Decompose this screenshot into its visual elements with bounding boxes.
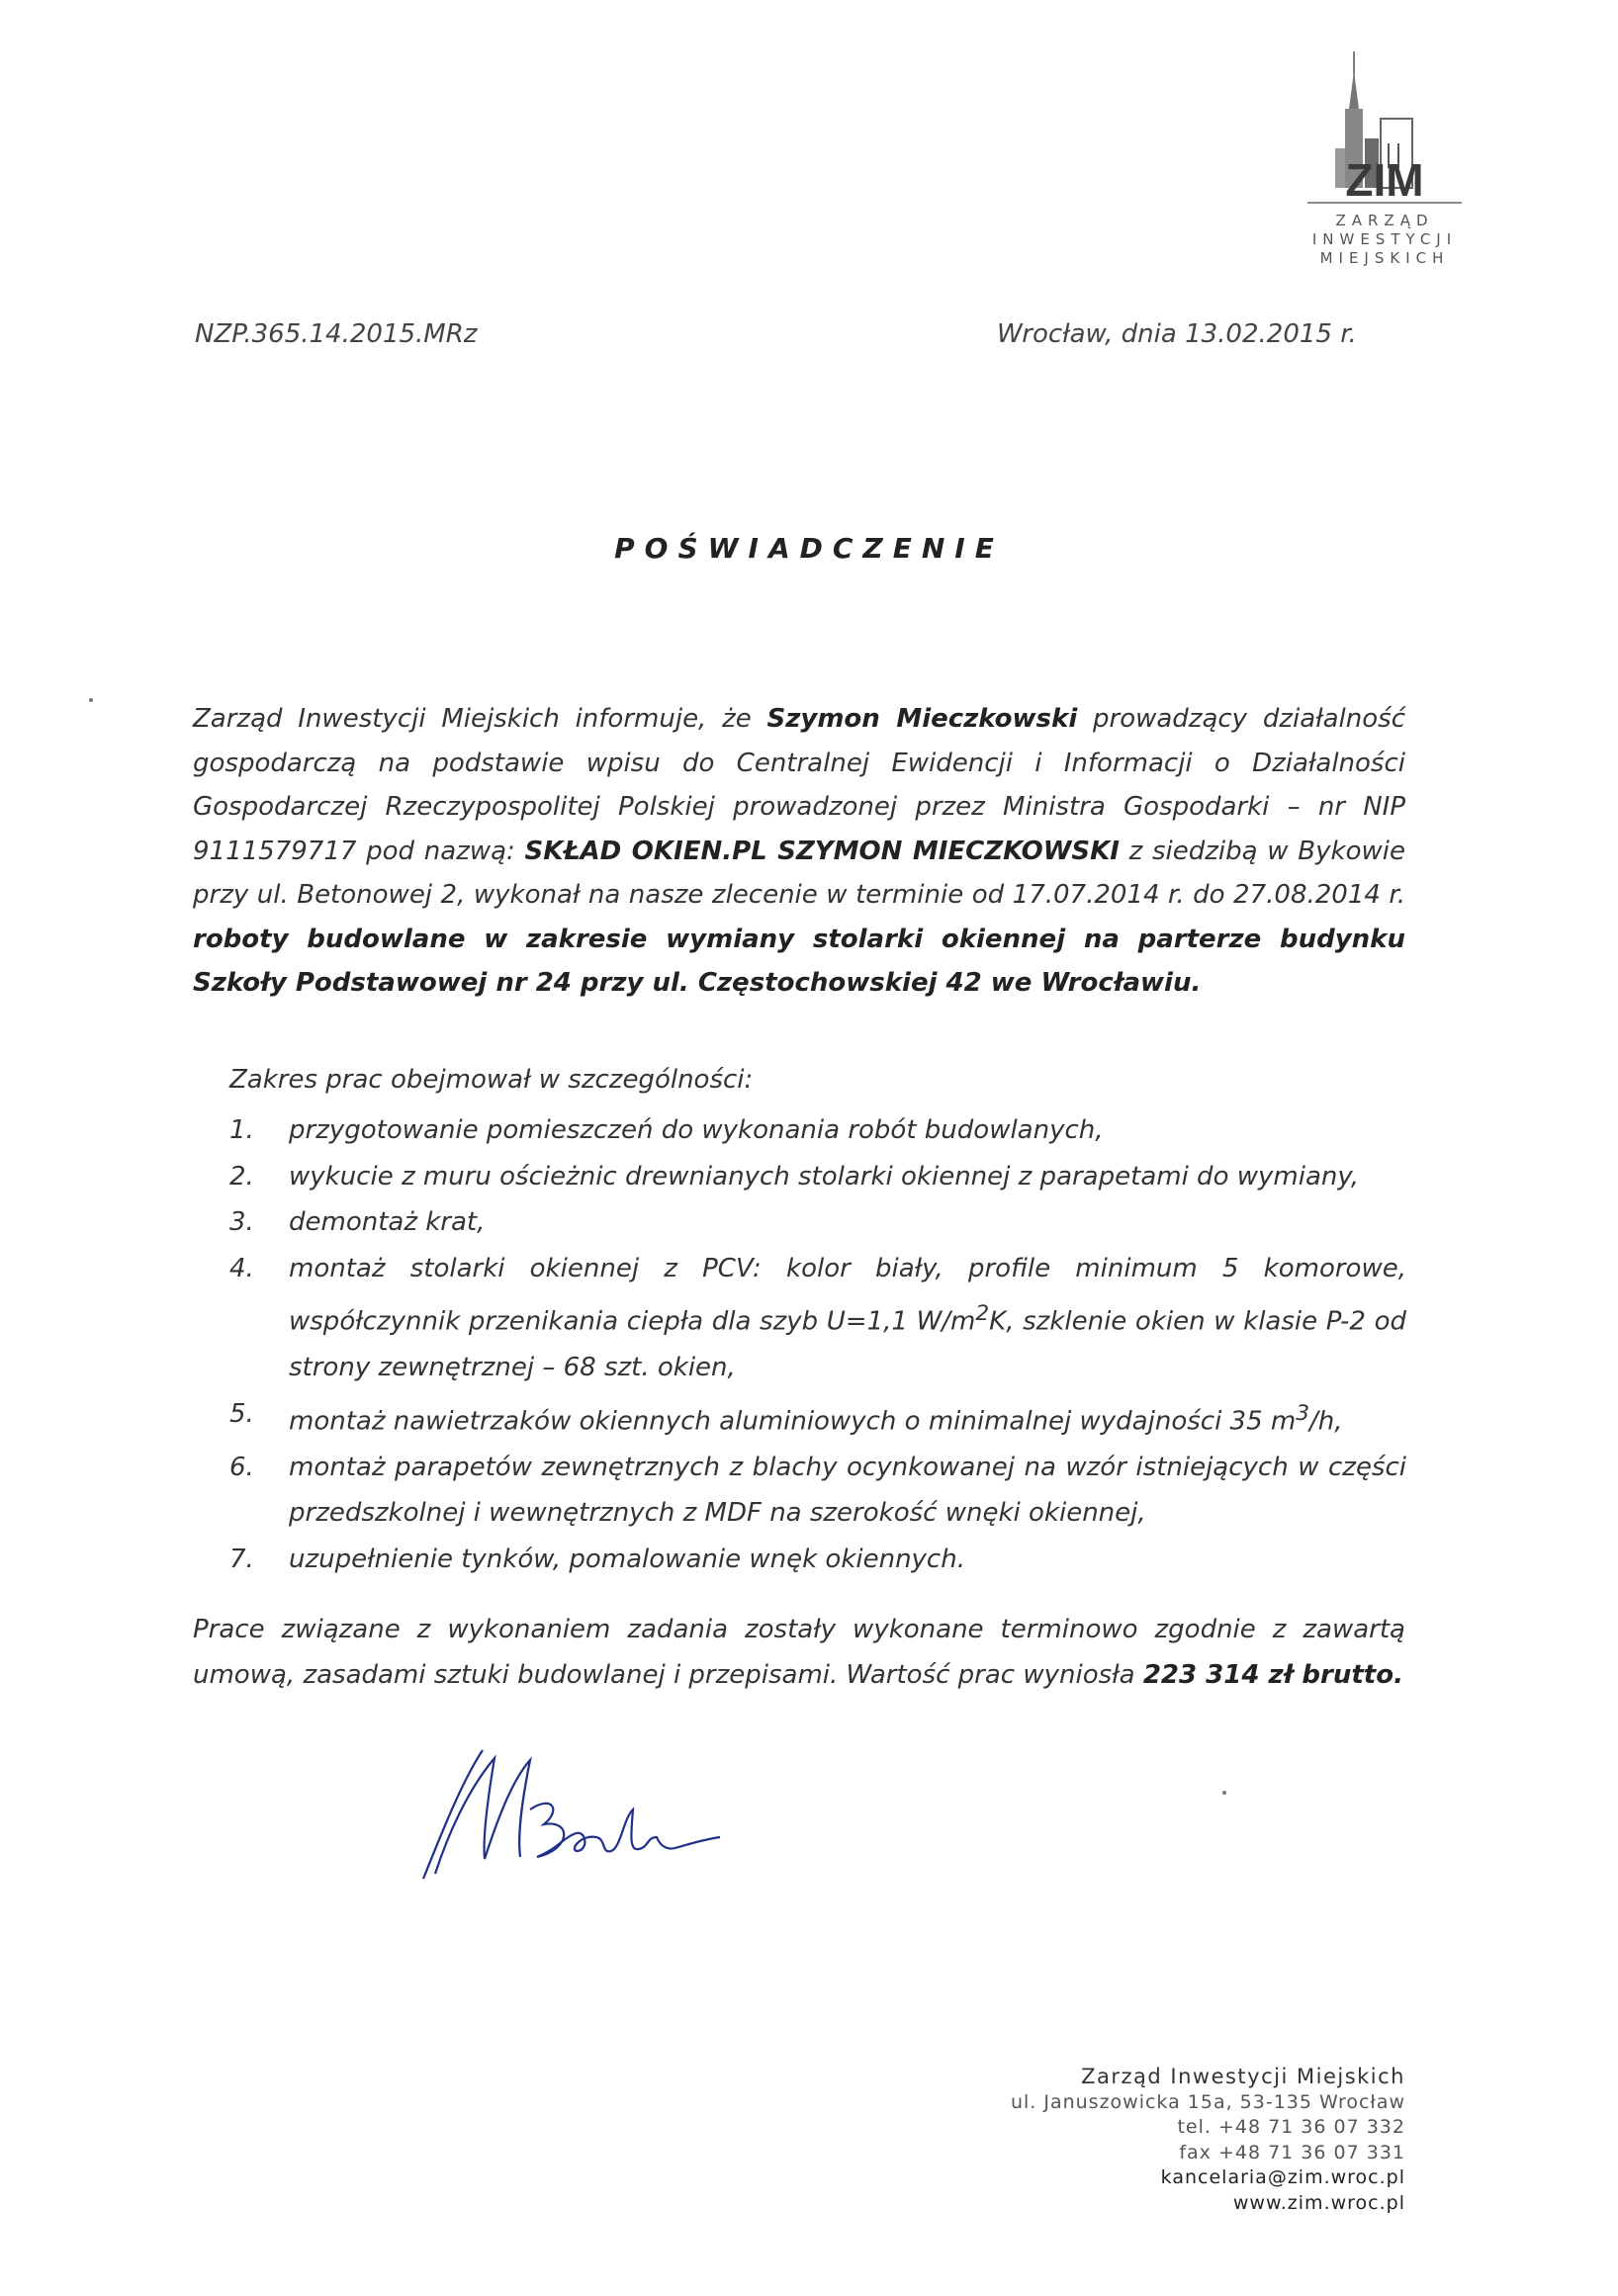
scan-mark: [1222, 1791, 1226, 1795]
document-title: POŚWIADCZENIE: [614, 532, 1004, 565]
list-item: [229, 1537, 1406, 1583]
list-number: 2.: [229, 1161, 254, 1192]
company-name: SKŁAD OKIEN.PL SZYMON MIECZKOWSKI: [524, 836, 1120, 866]
list-number: 7.: [229, 1544, 254, 1574]
superscript: 2: [975, 1301, 990, 1326]
footer-website: www.zim.wroc.pl: [1232, 2191, 1405, 2214]
list-text-part: K, szklenie okien w klasie P-2 od strony zewnętrznej – 68 szt. okien,: [289, 1306, 1406, 1383]
intro-text-2: prowadzący działalność gospodarczą na podstawie wpisu do Centralnej Ewidencji i Informacji o Działalności Gospodarczej Rzeczypospolitej Polskiej prowadzonej przez Ministra Gospodarki – nr NIP 9111579717 pod nazwą:: [193, 704, 1405, 866]
scan-mark: [89, 698, 93, 702]
closing-paragraph: [193, 1607, 1405, 1698]
footer-address: ul. Januszowicka 15a, 53-135 Wrocław: [1010, 2090, 1405, 2113]
footer-phone: tel. +48 71 36 07 332: [1177, 2116, 1405, 2138]
intro-text-3: z siedzibą w Bykowie przy ul. Betonowej 2, wykonał na nasze zlecenie w terminie od 17.07.2014 r. do 27.08.2014 r.: [193, 836, 1405, 910]
list-text: uzupełnienie tynków, pomalowanie wnęk okiennych.: [289, 1544, 965, 1574]
handwritten-signature: [413, 1740, 730, 1889]
list-item: [229, 1107, 1406, 1154]
city-skyline-icon: [1305, 49, 1464, 208]
closing-text: Prace związane z wykonaniem zadania zostały wykonane terminowo zgodnie z zawartą umową, zasadami sztuki budowlanej i przepisami. Wartość prac wyniosła: [193, 1615, 1405, 1690]
list-number: 3.: [229, 1207, 254, 1237]
intro-text-1: Zarząd Inwestycji Miejskich informuje, że: [193, 704, 767, 734]
list-text: demontaż krat,: [289, 1207, 486, 1237]
list-item: [229, 1246, 1406, 1391]
list-text-part: montaż stolarki okiennej z PCV: kolor biały, profile minimum 5 komorowe, współczynnik przenikania ciepła dla szyb U=1,1 W/m: [289, 1253, 1406, 1337]
list-number: 1.: [229, 1115, 254, 1145]
list-text: montaż parapetów zewnętrznych z blachy ocynkowanej na wzór istniejących w części przedszkolnej i wewnętrznych z MDF na szerokość wnęki okiennej,: [289, 1452, 1406, 1529]
logo-line-2: INWESTYCJI: [1311, 230, 1458, 248]
list-text: [289, 1391, 1406, 1445]
contractor-name: Szymon Mieczkowski: [766, 704, 1078, 734]
superscript: 3: [1296, 1400, 1310, 1426]
document-reference: NZP.365.14.2015.MRz: [195, 319, 478, 349]
list-item: [229, 1445, 1406, 1537]
intro-paragraph: [193, 697, 1405, 1006]
list-number: 6.: [229, 1452, 254, 1482]
list-number: 4.: [229, 1253, 254, 1283]
list-text: przygotowanie pomieszczeń do wykonania robót budowlanych,: [289, 1115, 1104, 1145]
contract-amount: 223 314 zł brutto.: [1142, 1660, 1403, 1690]
scope-heading: Zakres prac obejmował w szczególności:: [229, 1065, 754, 1095]
list-item: [229, 1154, 1406, 1200]
list-text: [289, 1246, 1406, 1391]
footer-contact: [1011, 2065, 1405, 2216]
list-text-part: /h,: [1309, 1406, 1343, 1437]
logo-brand: ZIM: [1345, 154, 1424, 206]
list-item: [229, 1199, 1406, 1246]
place-date: Wrocław, dnia 13.02.2015 r.: [997, 319, 1357, 349]
logo-line-1: ZARZĄD: [1335, 212, 1434, 229]
list-text: wykucie z muru ościeżnic drewnianych stolarki okiennej z parapetami do wymiany,: [289, 1161, 1359, 1192]
footer-organization: Zarząd Inwestycji Miejskich: [1081, 2065, 1405, 2088]
scope-list: [229, 1107, 1406, 1582]
footer-email: kancelaria@zim.wroc.pl: [1160, 2166, 1405, 2188]
list-number: 5.: [229, 1398, 254, 1429]
list-item: [229, 1391, 1406, 1445]
list-text-part: montaż nawietrzaków okiennych aluminiowych o minimalnej wydajności 35 m: [289, 1406, 1297, 1437]
work-description: roboty budowlane w zakresie wymiany stolarki okiennej na parterze budynku Szkoły Podstawowej nr 24 przy ul. Częstochowskiej 42 we Wrocławiu.: [193, 924, 1405, 998]
footer-fax: fax +48 71 36 07 331: [1179, 2141, 1405, 2164]
zim-logo: [1305, 49, 1464, 282]
logo-line-3: MIEJSKICH: [1319, 249, 1450, 267]
